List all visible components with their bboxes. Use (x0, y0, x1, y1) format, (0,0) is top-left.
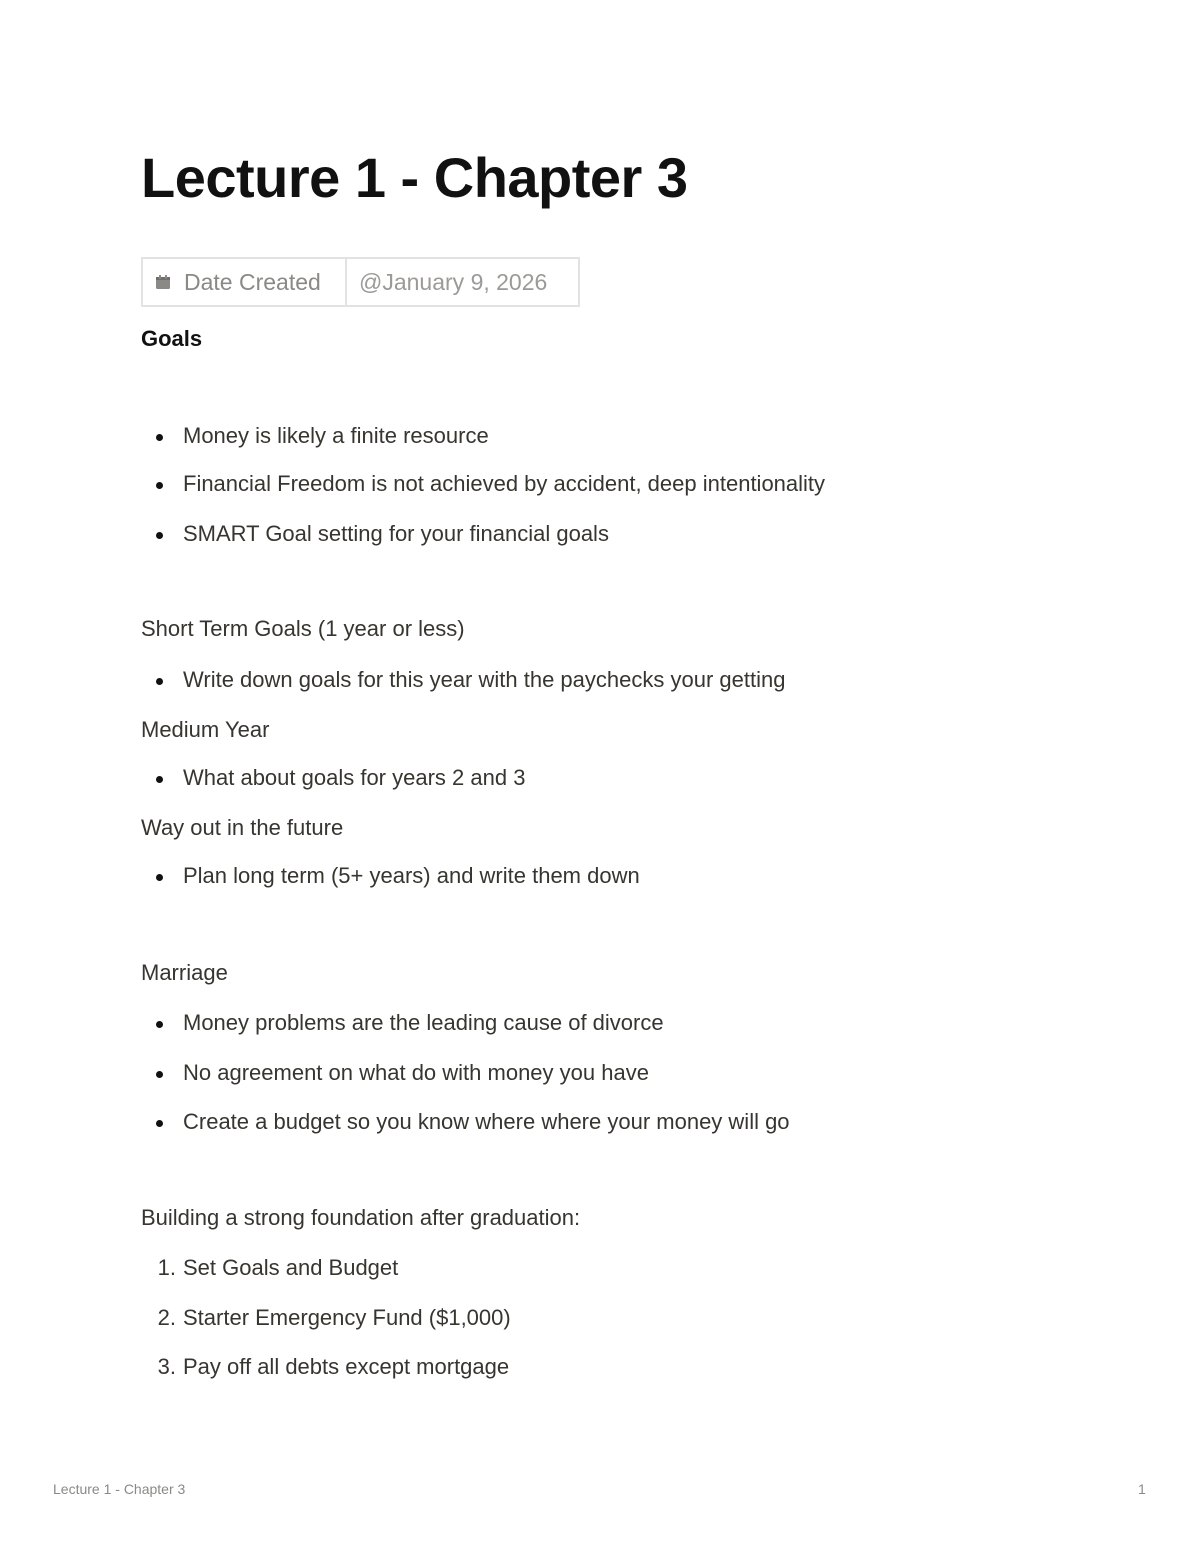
list-item: What about goals for years 2 and 3 (183, 765, 526, 790)
step-number: 3. (157, 1354, 176, 1379)
list-item: Write down goals for this year with the paychecks your getting (183, 667, 786, 692)
bullet-icon (156, 434, 163, 441)
property-date-created[interactable] (143, 259, 347, 305)
list-item: Pay off all debts except mortgage (183, 1354, 510, 1379)
bullet-icon (156, 678, 163, 685)
property-label: Date Created (184, 268, 321, 295)
bullet-icon (156, 482, 163, 489)
list-item: Set Goals and Budget (183, 1255, 399, 1280)
list-item: SMART Goal setting for your financial goals (183, 521, 609, 546)
list-item: Starter Emergency Fund ($1,000) (183, 1305, 511, 1330)
bullet-icon (156, 532, 163, 539)
list-item: Money problems are the leading cause of divorce (183, 1010, 664, 1035)
footer-page-number: 1 (1138, 1481, 1146, 1497)
bullet-icon (156, 1120, 163, 1127)
goals-heading: Goals (141, 326, 203, 351)
page-title: Lecture 1 - Chapter 3 (141, 146, 688, 209)
list-item: Create a budget so you know where where your money will go (183, 1109, 790, 1134)
step-number: 2. (157, 1305, 176, 1330)
calendar-icon (155, 274, 171, 290)
bullet-icon (156, 1071, 163, 1078)
property-table (141, 257, 580, 307)
bullet-icon (156, 874, 163, 881)
future-heading: Way out in the future (141, 815, 344, 840)
foundation-heading: Building a strong foundation after graduation: (141, 1205, 581, 1230)
bullet-icon (156, 776, 163, 783)
step-number: 1. (157, 1255, 176, 1280)
marriage-heading: Marriage (141, 960, 228, 985)
bullet-icon (156, 1021, 163, 1028)
footer-doc-title: Lecture 1 - Chapter 3 (53, 1481, 186, 1497)
short-term-heading: Short Term Goals (1 year or less) (141, 616, 465, 641)
medium-heading: Medium Year (141, 717, 270, 742)
property-date-value[interactable]: @January 9, 2026 (359, 268, 548, 295)
list-item: Plan long term (5+ years) and write them down (183, 863, 640, 888)
list-item: No agreement on what do with money you have (183, 1060, 649, 1085)
list-item: Financial Freedom is not achieved by accident, deep intentionality (183, 471, 826, 496)
list-item: Money is likely a finite resource (183, 423, 489, 448)
